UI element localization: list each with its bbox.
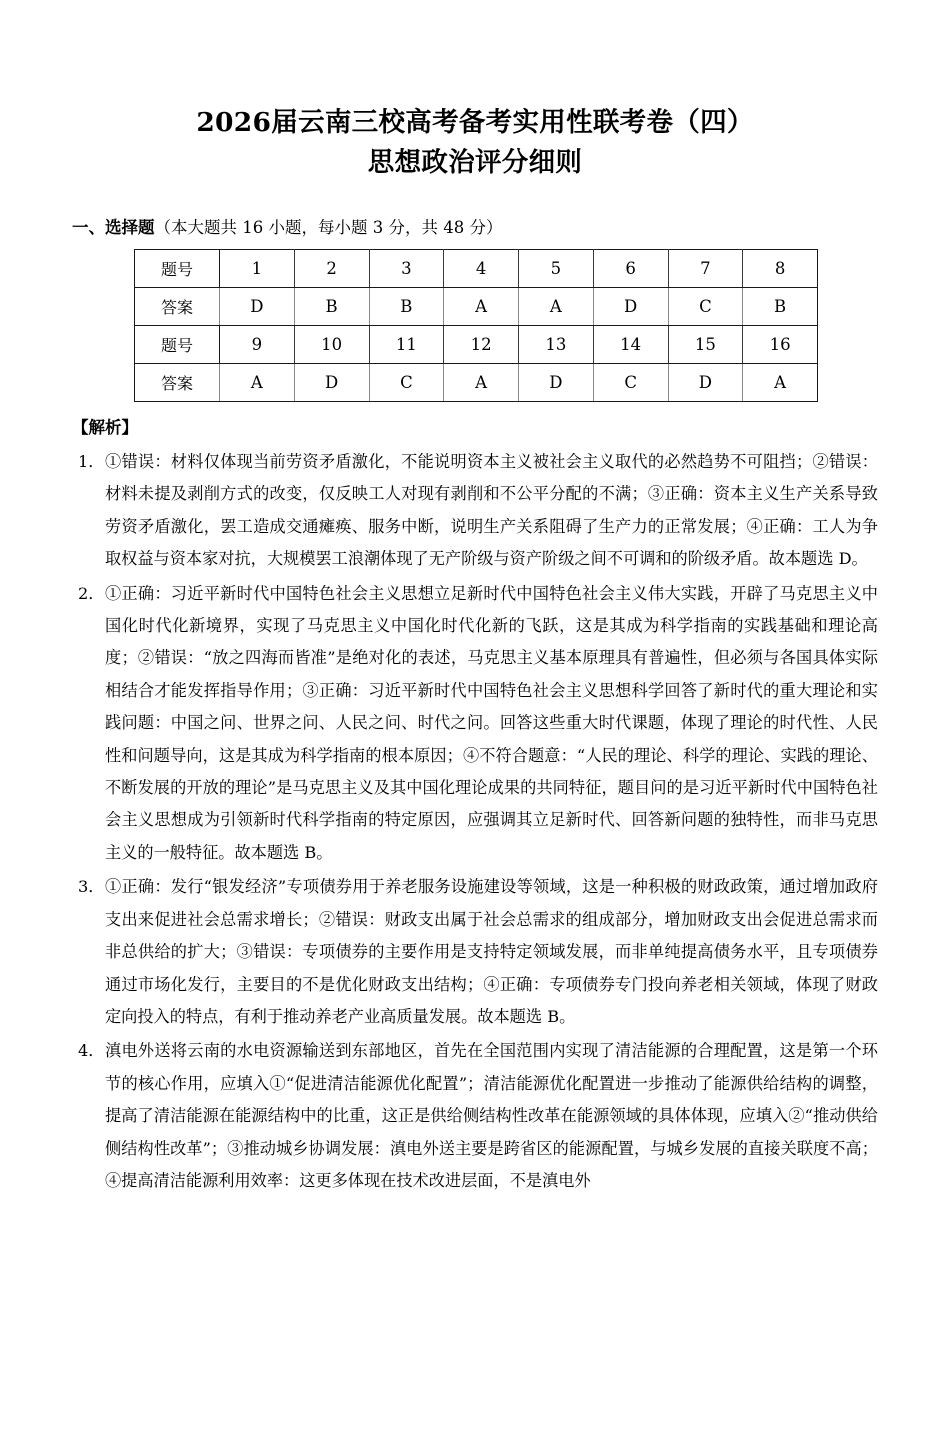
analysis-heading: 【解析】	[72, 418, 138, 437]
table-cell: 15	[668, 326, 743, 364]
table-cell: A	[743, 364, 818, 402]
table-cell: D	[220, 288, 295, 326]
table-cell: A	[519, 288, 594, 326]
table-cell: 4	[444, 250, 519, 288]
item-text: ①错误：材料仅体现当前劳资矛盾激化，不能说明资本主义被社会主义取代的必然趋势不可阻挡；②错误：材料未提及剥削方式的改变，仅反映工人对现有剥削和不公平分配的不满；③正确：资本主义生产关系导致劳资矛盾激化，罢工造成交通瘫痪、服务中断，说明生产关系阻碍了生产力的正常发展；④正确：工人为争取权益与资本家对抗，大规模罢工浪潮体现了无产阶级与资产阶级之间不可调和的阶级矛盾。故本题选 D。	[105, 452, 878, 569]
section-heading-multiple-choice	[72, 215, 950, 241]
table-cell: 14	[593, 326, 668, 364]
item-text: ①正确：习近平新时代中国特色社会主义思想立足新时代中国特色社会主义伟大实践，开辟了马克思主义中国化时代化新境界，实现了马克思主义中国化时代化新的飞跃，这是其成为科学指南的实践基础和理论高度；②错误：“放之四海而皆准”是绝对化的表述，马克思主义基本原理具有普遍性，但必须与各国具体实际相结合才能发挥指导作用；③正确：习近平新时代中国特色社会主义思想科学回答了新时代的重大理论和实践问题：中国之问、世界之问、人民之问、时代之问。回答这些重大时代课题，体现了理论的时代性、人民性和问题导向，这是其成为科学指南的根本原因；④不符合题意：“人民的理论、科学的理论、实践的理论、不断发展的开放的理论”是马克思主义及其中国化理论成果的共同特征，题目问的是习近平新时代中国特色社会主义思想成为引领新时代科学指南的特定原因，应强调其立足新时代、回答新问题的独特性，而非马克思主义的一般特征。故本题选 B。	[105, 583, 878, 862]
item-text: 滇电外送将云南的水电资源输送到东部地区，首先在全国范围内实现了清洁能源的合理配置，这是第一个环节的核心作用，应填入①“促进清洁能源优化配置”；清洁能源优化配置进一步推动了能源供给结构的调整，提高了清洁能源在能源结构中的比重，这正是供给侧结构性改革在能源领域的具体体现，应填入②“推动供给侧结构性改革”；③推动城乡协调发展：滇电外送主要是跨省区的能源配置，与城乡发展的直接关联度不高；④提高清洁能源利用效率：这更多体现在技术改进层面，不是滇电外	[105, 1041, 878, 1190]
table-cell: 16	[743, 326, 818, 364]
document-title-block	[0, 104, 950, 182]
table-cell: 8	[743, 250, 818, 288]
table-row	[135, 326, 818, 364]
table-cell: 11	[369, 326, 444, 364]
table-cell: 3	[369, 250, 444, 288]
page-title: 2026届云南三校高考备考实用性联考卷（四）	[196, 107, 754, 138]
item-number: 2．	[78, 583, 105, 603]
table-cell: B	[369, 288, 444, 326]
table-cell: 2	[294, 250, 369, 288]
row-header-question-number: 题号	[135, 250, 220, 288]
analysis-item-list	[0, 446, 950, 1197]
row-header-answer: 答案	[135, 288, 220, 326]
table-cell: 1	[220, 250, 295, 288]
table-row	[135, 364, 818, 402]
table-cell: A	[220, 364, 295, 402]
answer-key-table-wrapper	[134, 249, 818, 402]
answer-key-table	[134, 249, 818, 402]
table-row	[135, 288, 818, 326]
table-cell: 5	[519, 250, 594, 288]
table-cell: A	[444, 288, 519, 326]
list-item	[78, 446, 878, 576]
answer-key-table-body	[135, 250, 818, 402]
row-header-question-number: 题号	[135, 326, 220, 364]
table-cell: 13	[519, 326, 594, 364]
item-number: 1．	[78, 452, 105, 471]
table-row	[135, 250, 818, 288]
table-cell: B	[294, 288, 369, 326]
table-cell: 12	[444, 326, 519, 364]
section-label: 一、选择题	[72, 218, 155, 237]
table-cell: C	[668, 288, 743, 326]
table-cell: C	[593, 364, 668, 402]
table-cell: 7	[668, 250, 743, 288]
list-item	[78, 578, 878, 870]
item-number: 3．	[78, 877, 105, 897]
list-item	[78, 871, 878, 1033]
row-header-answer: 答案	[135, 364, 220, 402]
table-cell: D	[519, 364, 594, 402]
table-cell: 6	[593, 250, 668, 288]
table-cell: A	[444, 364, 519, 402]
table-cell: 10	[294, 326, 369, 364]
page-subtitle: 思想政治评分细则	[367, 147, 583, 178]
table-cell: B	[743, 288, 818, 326]
table-cell: 9	[220, 326, 295, 364]
table-cell: D	[668, 364, 743, 402]
list-item	[78, 1035, 878, 1197]
item-text: ①正确：发行“银发经济”专项债券用于养老服务设施建设等领域，这是一种积极的财政政策，通过增加政府支出来促进社会总需求增长；②错误：财政支出属于社会总需求的组成部分，增加财政支出会促进总需求而非总供给的扩大；③错误：专项债券的主要作用是支持特定领域发展，而非单纯提高债务水平，且专项债券通过市场化发行，主要目的不是优化财政支出结构；④正确：专项债券专门投向养老相关领域，体现了财政定向投入的特点，有利于推动养老产业高质量发展。故本题选 B。	[105, 877, 878, 1026]
table-cell: D	[593, 288, 668, 326]
table-cell: D	[294, 364, 369, 402]
item-number: 4．	[78, 1041, 105, 1061]
section-note: （本大题共 16 小题，每小题 3 分，共 48 分）	[154, 218, 503, 237]
table-cell: C	[369, 364, 444, 402]
document-page	[0, 104, 950, 1448]
